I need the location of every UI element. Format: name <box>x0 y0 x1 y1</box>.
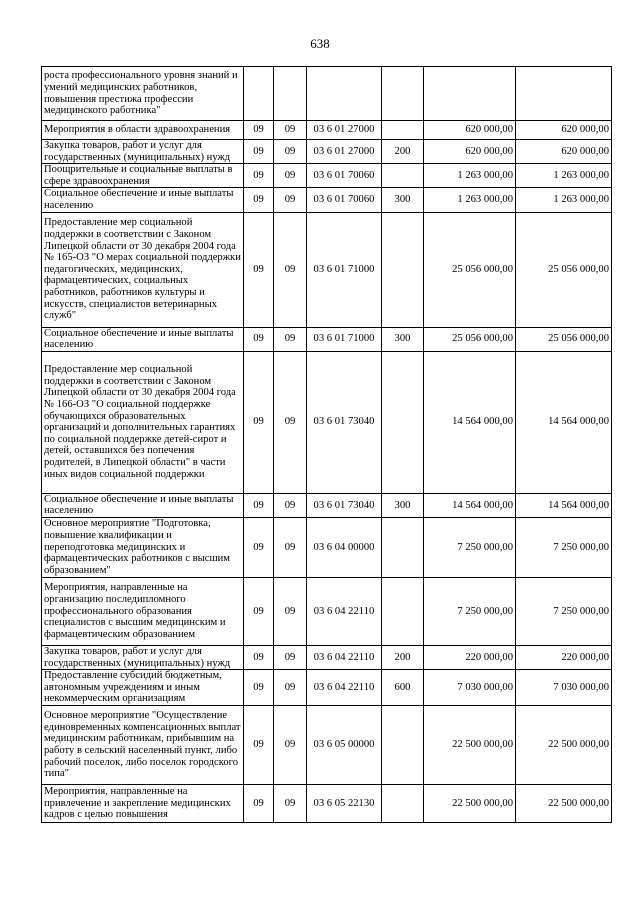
row-section-code: 09 <box>274 164 307 188</box>
row-sum-year-1: 7 030 000,00 <box>424 670 516 706</box>
table-row <box>42 670 612 706</box>
row-expense-type <box>382 164 424 188</box>
row-expense-type: 300 <box>382 493 424 517</box>
row-ministry-code: 09 <box>244 493 274 517</box>
row-target-article: 03 6 05 00000 <box>307 705 382 784</box>
row-section-code: 09 <box>274 645 307 669</box>
row-expense-type: 600 <box>382 670 424 706</box>
row-ministry-code: 09 <box>244 327 274 351</box>
row-ministry-code: 09 <box>244 164 274 188</box>
row-sum-year-1 <box>424 67 516 121</box>
table-row <box>42 140 612 164</box>
row-target-article: 03 6 01 70060 <box>307 164 382 188</box>
row-section-code <box>274 67 307 121</box>
row-section-code: 09 <box>274 493 307 517</box>
row-ministry-code: 09 <box>244 188 274 212</box>
row-name: Социальное обеспечение и иные выплаты населению <box>42 327 244 351</box>
row-section-code: 09 <box>274 784 307 822</box>
table-row <box>42 327 612 351</box>
table-row <box>42 493 612 517</box>
row-ministry-code: 09 <box>244 670 274 706</box>
row-name: Мероприятия, направленные на привлечение и закрепление медицинских кадров с целью повышения <box>42 784 244 822</box>
row-expense-type <box>382 784 424 822</box>
row-target-article: 03 6 04 22110 <box>307 577 382 645</box>
row-name: Мероприятия в области здравоохранения <box>42 121 244 140</box>
row-name: Социальное обеспечение и иные выплаты населению <box>42 493 244 517</box>
row-ministry-code <box>244 67 274 121</box>
row-sum-year-1: 1 263 000,00 <box>424 164 516 188</box>
row-sum-year-2: 22 500 000,00 <box>516 784 612 822</box>
row-target-article: 03 6 01 70060 <box>307 188 382 212</box>
table-row <box>42 164 612 188</box>
row-target-article: 03 6 01 71000 <box>307 212 382 327</box>
table-row <box>42 121 612 140</box>
row-sum-year-2: 25 056 000,00 <box>516 212 612 327</box>
row-ministry-code: 09 <box>244 121 274 140</box>
row-ministry-code: 09 <box>244 517 274 577</box>
row-sum-year-2: 620 000,00 <box>516 140 612 164</box>
row-expense-type <box>382 351 424 493</box>
row-name: Основное мероприятие "Подготовка, повышение квалификации и переподготовка медицинских и фармацевтических работников с высшим образованием" <box>42 517 244 577</box>
row-sum-year-2: 14 564 000,00 <box>516 351 612 493</box>
row-sum-year-2: 22 500 000,00 <box>516 705 612 784</box>
row-name: Социальное обеспечение и иные выплаты населению <box>42 188 244 212</box>
row-expense-type <box>382 121 424 140</box>
row-name: Закупка товаров, работ и услуг для государственных (муниципальных) нужд <box>42 645 244 669</box>
row-expense-type: 200 <box>382 140 424 164</box>
row-sum-year-1: 22 500 000,00 <box>424 784 516 822</box>
budget-table <box>41 66 612 823</box>
row-expense-type <box>382 705 424 784</box>
row-section-code: 09 <box>274 188 307 212</box>
row-target-article: 03 6 01 27000 <box>307 140 382 164</box>
row-expense-type: 300 <box>382 188 424 212</box>
row-expense-type <box>382 517 424 577</box>
row-name: Предоставление мер социальной поддержки в соответствии с Законом Липецкой области от 30 декабря 2004 года № 165-ОЗ "О мерах социальной поддержки педагогических, медицинских, фармацевтических, социальных работников, работников культуры и искусств, специалистов ветеринарных служб" <box>42 212 244 327</box>
row-name: Предоставление мер социальной поддержки в соответствии с Законом Липецкой области от 30 декабря 2004 года № 166-ОЗ "О социальной поддержке обучающихся образовательных организаций и дополнительных гарантиях по социальной поддержке детей-сирот и детей, оставшихся без попечения родителей, в Липецкой области" в части иных видов социальной поддержки <box>42 351 244 493</box>
row-section-code: 09 <box>274 212 307 327</box>
row-sum-year-2: 7 250 000,00 <box>516 517 612 577</box>
table-row <box>42 645 612 669</box>
row-target-article: 03 6 04 00000 <box>307 517 382 577</box>
row-ministry-code: 09 <box>244 705 274 784</box>
row-target-article: 03 6 01 71000 <box>307 327 382 351</box>
table-row <box>42 705 612 784</box>
row-ministry-code: 09 <box>244 784 274 822</box>
row-name: Основное мероприятие "Осуществление единовременных компенсационных выплат медицинским работникам, прибывшим на работу в сельский населенный пункт, либо рабочий поселок, либо поселок городского типа" <box>42 705 244 784</box>
row-target-article: 03 6 05 22130 <box>307 784 382 822</box>
table-row <box>42 188 612 212</box>
row-sum-year-1: 1 263 000,00 <box>424 188 516 212</box>
row-sum-year-2: 1 263 000,00 <box>516 188 612 212</box>
row-sum-year-2: 7 030 000,00 <box>516 670 612 706</box>
row-ministry-code: 09 <box>244 645 274 669</box>
row-section-code: 09 <box>274 670 307 706</box>
row-sum-year-2: 1 263 000,00 <box>516 164 612 188</box>
row-target-article: 03 6 01 73040 <box>307 351 382 493</box>
row-ministry-code: 09 <box>244 212 274 327</box>
row-sum-year-2: 620 000,00 <box>516 121 612 140</box>
row-sum-year-2: 220 000,00 <box>516 645 612 669</box>
row-sum-year-1: 14 564 000,00 <box>424 351 516 493</box>
row-name: Закупка товаров, работ и услуг для государственных (муниципальных) нужд <box>42 140 244 164</box>
table-row <box>42 517 612 577</box>
row-target-article <box>307 67 382 121</box>
row-section-code: 09 <box>274 517 307 577</box>
row-expense-type: 200 <box>382 645 424 669</box>
table-row <box>42 577 612 645</box>
row-section-code: 09 <box>274 121 307 140</box>
row-sum-year-1: 620 000,00 <box>424 140 516 164</box>
row-name: Мероприятия, направленные на организацию последипломного профессионального образования специалистов с высшим медицинским и фармацевтическим образованием <box>42 577 244 645</box>
row-target-article: 03 6 04 22110 <box>307 670 382 706</box>
table-row <box>42 351 612 493</box>
row-expense-type: 300 <box>382 327 424 351</box>
row-sum-year-2 <box>516 67 612 121</box>
row-sum-year-2: 14 564 000,00 <box>516 493 612 517</box>
row-ministry-code: 09 <box>244 351 274 493</box>
row-sum-year-1: 220 000,00 <box>424 645 516 669</box>
row-section-code: 09 <box>274 327 307 351</box>
table-row <box>42 784 612 822</box>
row-sum-year-1: 25 056 000,00 <box>424 212 516 327</box>
row-expense-type <box>382 67 424 121</box>
table-body <box>42 67 612 823</box>
row-target-article: 03 6 01 73040 <box>307 493 382 517</box>
row-expense-type <box>382 577 424 645</box>
row-name: Предоставление субсидий бюджетным, автономным учреждениям и иным некоммерческим организациям <box>42 670 244 706</box>
table-row <box>42 212 612 327</box>
row-target-article: 03 6 01 27000 <box>307 121 382 140</box>
row-section-code: 09 <box>274 140 307 164</box>
row-sum-year-1: 14 564 000,00 <box>424 493 516 517</box>
row-sum-year-1: 25 056 000,00 <box>424 327 516 351</box>
row-section-code: 09 <box>274 351 307 493</box>
row-target-article: 03 6 04 22110 <box>307 645 382 669</box>
row-sum-year-1: 22 500 000,00 <box>424 705 516 784</box>
row-section-code: 09 <box>274 705 307 784</box>
row-ministry-code: 09 <box>244 140 274 164</box>
table-row <box>42 67 612 121</box>
row-name: роста профессионального уровня знаний и умений медицинских работников, повышения престижа профессии медицинского работника" <box>42 67 244 121</box>
row-sum-year-1: 7 250 000,00 <box>424 577 516 645</box>
page-number: 638 <box>310 36 330 51</box>
row-sum-year-2: 25 056 000,00 <box>516 327 612 351</box>
row-sum-year-1: 7 250 000,00 <box>424 517 516 577</box>
row-section-code: 09 <box>274 577 307 645</box>
row-ministry-code: 09 <box>244 577 274 645</box>
row-sum-year-1: 620 000,00 <box>424 121 516 140</box>
row-name: Поощрительные и социальные выплаты в сфере здравоохранения <box>42 164 244 188</box>
row-expense-type <box>382 212 424 327</box>
row-sum-year-2: 7 250 000,00 <box>516 577 612 645</box>
